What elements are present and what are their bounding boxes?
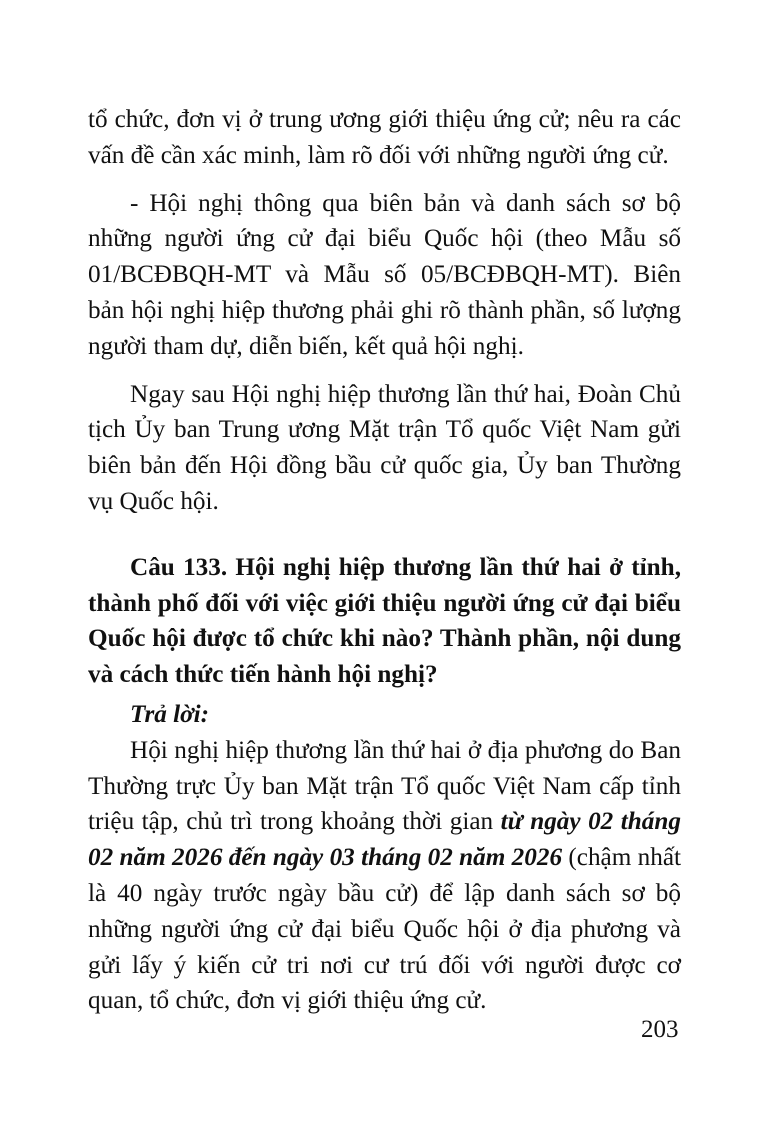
paragraph-continued: tổ chức, đơn vị ở trung ương giới thiệu ứng cử; nêu ra các vấn đề cần xác minh, làm rõ đối với những người ứng cử. <box>88 106 681 169</box>
answer-text-before: Hội nghị hiệp thương lần thứ hai ở địa phương do Ban Thường trực Ủy ban Mặt trận Tổ quốc Việt Nam cấp tỉnh triệu tập, chủ trì trong khoảng thời gian <box>88 736 681 836</box>
answer-text-after: (chậm nhất là 40 ngày trước ngày bầu cử) để lập danh sách sơ bộ những người ứng cử đại biểu Quốc hội ở địa phương và gửi lấy ý kiến cử tri nơi cư trú đối với người được cơ quan, tổ chức, đơn vị giới thiệu ứng cử. <box>88 844 682 1015</box>
answer-label: Trả lời: <box>130 700 210 728</box>
question-heading: Câu 133. Hội nghị hiệp thương lần thứ hai ở tỉnh, thành phố đối với việc giới thiệu người ứng cử đại biểu Quốc hội được tổ chức khi nào? Thành phần, nội dung và cách thức tiến hành hội nghị? <box>88 553 681 689</box>
answer-paragraph <box>88 733 681 1019</box>
paragraph-after-conference: Ngay sau Hội nghị hiệp thương lần thứ hai, Đoàn Chủ tịch Ủy ban Trung ương Mặt trận Tổ quốc Việt Nam gửi biên bản đến Hội đồng bầu cử quốc gia, Ủy ban Thường vụ Quốc hội. <box>88 380 681 515</box>
page-body <box>88 102 681 1019</box>
page-number: 203 <box>641 1016 679 1043</box>
answer-date-emphasis: từ ngày 02 tháng 02 năm 2026 đến ngày 03 tháng 02 năm 2026 <box>88 808 681 872</box>
paragraph-conference-minutes: - Hội nghị thông qua biên bản và danh sách sơ bộ những người ứng cử đại biểu Quốc hội (theo Mẫu số 01/BCĐBQH-MT và Mẫu số 05/BCĐBQH-MT). Biên bản hội nghị hiệp thương phải ghi rõ thành phần, số lượng người tham dự, diễn biến, kết quả hội nghị. <box>88 189 681 360</box>
